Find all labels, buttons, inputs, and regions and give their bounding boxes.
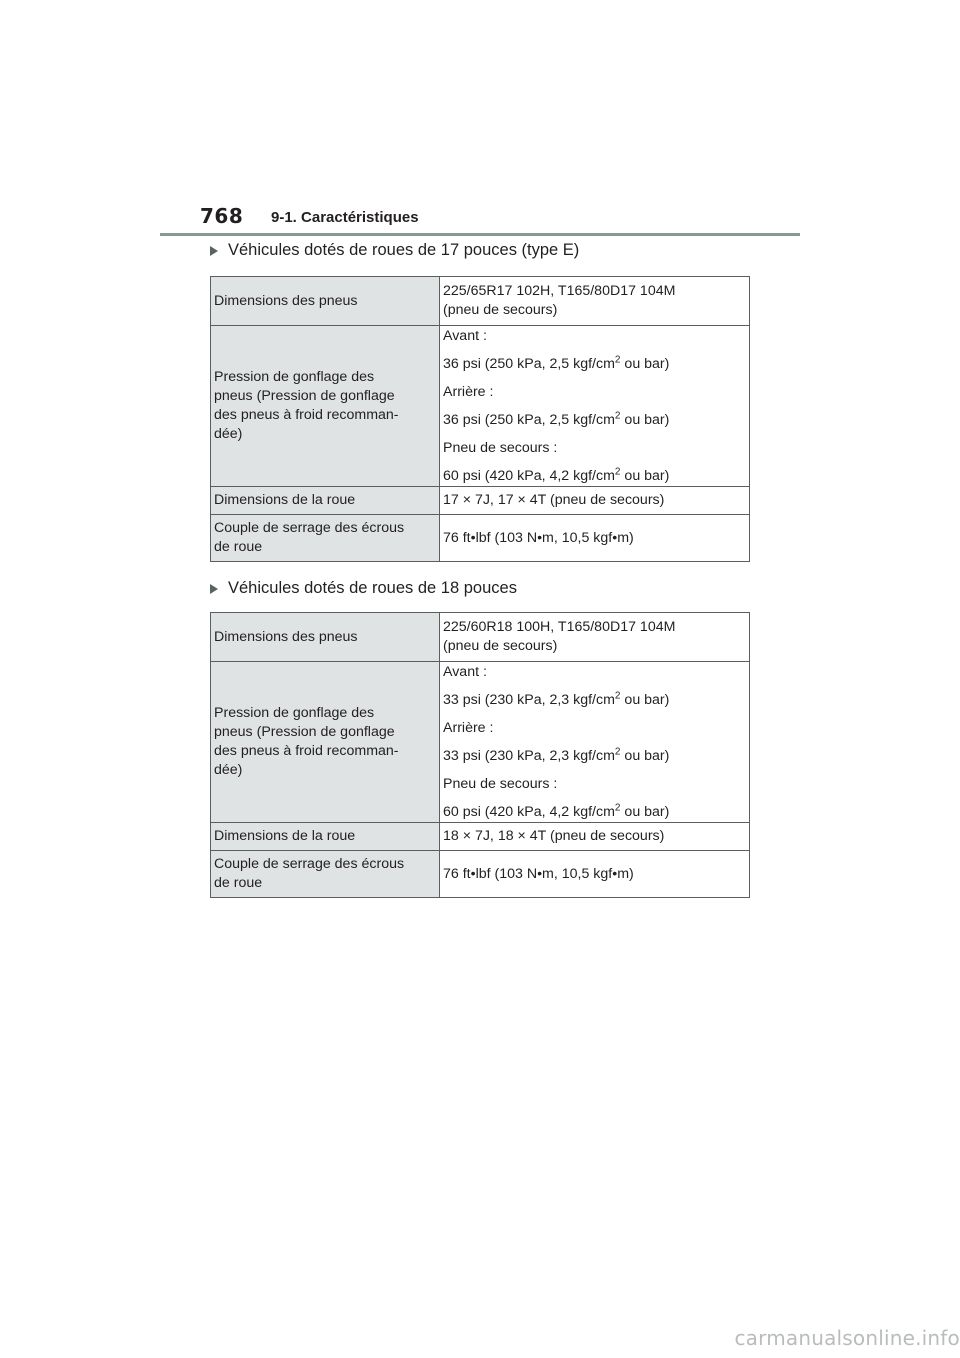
- table-row: [211, 613, 750, 662]
- section-title: 9-1. Caractéristiques: [271, 209, 419, 226]
- table-row: [211, 851, 750, 898]
- section-heading-18in: [210, 579, 517, 598]
- section-heading-text: Véhicules dotés de roues de 17 pouces (type E): [228, 241, 580, 259]
- table-row: [211, 515, 750, 562]
- page-number: 768: [200, 204, 244, 228]
- section-heading-17in: [210, 241, 579, 260]
- triangle-bullet-icon: [210, 246, 218, 256]
- table-row: [211, 823, 750, 851]
- triangle-bullet-icon: [210, 584, 218, 594]
- watermark: carmanualsonline.info: [734, 1326, 960, 1350]
- tire-size-value: 225/65R17 102H, T165/80D17 104M (pneu de secours): [440, 277, 750, 326]
- wheel-size-value: 17 × 7J, 17 × 4T (pneu de secours): [440, 487, 750, 515]
- pressure-value: Avant : 36 psi (250 kPa, 2,5 kgf/$cm^2$ ou bar) Arrière : 36 psi (250 kPa, 2,5 kgf/$cm^2$ ou bar) Pneu de secours : 60 psi (420 kPa, 4,2 kgf/$cm^2$ ou bar): [440, 326, 750, 487]
- header-divider: [160, 233, 800, 236]
- pressure-label: Pression de gonflage des pneus (Pression de gonflage des pneus à froid recomman- dée): [211, 326, 440, 487]
- torque-label: Couple de serrage des écrous de roue: [211, 851, 440, 898]
- tire-size-label: Dimensions des pneus: [211, 277, 440, 326]
- table-row: [211, 662, 750, 823]
- spec-table-17in: [210, 276, 750, 562]
- spec-table-18in: [210, 612, 750, 898]
- section-heading-text: Véhicules dotés de roues de 18 pouces: [228, 579, 517, 597]
- table-row: [211, 277, 750, 326]
- table-row: [211, 326, 750, 487]
- torque-label: Couple de serrage des écrous de roue: [211, 515, 440, 562]
- wheel-size-value: 18 × 7J, 18 × 4T (pneu de secours): [440, 823, 750, 851]
- tire-size-label: Dimensions des pneus: [211, 613, 440, 662]
- page-header: [200, 204, 760, 234]
- torque-value: 76 ft•lbf (103 N•m, 10,5 kgf•m): [440, 851, 750, 898]
- tire-size-value: 225/60R18 100H, T165/80D17 104M (pneu de secours): [440, 613, 750, 662]
- torque-value: 76 ft•lbf (103 N•m, 10,5 kgf•m): [440, 515, 750, 562]
- table-row: [211, 487, 750, 515]
- pressure-label: Pression de gonflage des pneus (Pression de gonflage des pneus à froid recomman- dée): [211, 662, 440, 823]
- wheel-size-label: Dimensions de la roue: [211, 823, 440, 851]
- pressure-value: Avant : 33 psi (230 kPa, 2,3 kgf/$cm^2$ ou bar) Arrière : 33 psi (230 kPa, 2,3 kgf/$cm^2$ ou bar) Pneu de secours : 60 psi (420 kPa, 4,2 kgf/$cm^2$ ou bar): [440, 662, 750, 823]
- wheel-size-label: Dimensions de la roue: [211, 487, 440, 515]
